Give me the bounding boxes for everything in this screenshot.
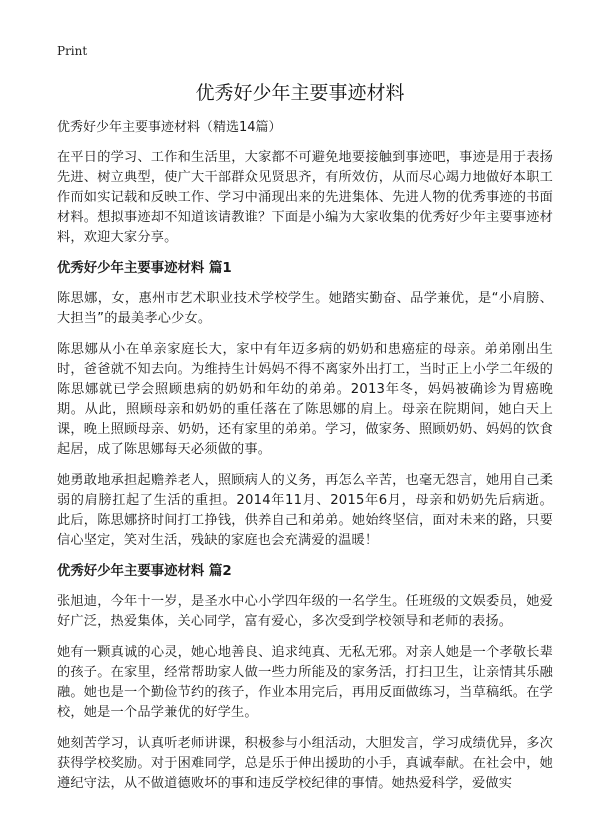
section-2-paragraph-1: 张旭迪，今年十一岁，是圣水中心小学四年级的一名学生。任班级的文娱委员，她爱好广泛，热爱集体，关心同学，富有爱心，多次受到学校领导和老师的表扬。 (57, 594, 553, 629)
section-heading-2: 优秀好少年主要事迹材料 篇2 (57, 564, 232, 579)
intro-paragraph: 在平日的学习、工作和生活里，大家都不可避免地要接触到事迹吧，事迹是用于表扬先进、树立典型，使广大干部群众见贤思齐，有所效仿，从而尽心竭力地做好本职工作而如实记载和反映工作、学习中涌现出来的先进集体、先进人物的优秀事迹的书面材料。想拟事迹却不知道该请教谁？下面是小编为大家收集的优秀好少年主要事迹材料，欢迎大家分享。 (57, 150, 553, 245)
document-body (57, 118, 553, 805)
section-2-paragraph-3: 她刻苦学习，认真听老师讲课，积极参与小组活动，大胆发言，学习成绩优异，多次获得学校奖励。对于困难同学，总是乐于伸出援助的小手，真诚奉献。在社会中，她遵纪守法，从不做道德败坏的事和违反学校纪律的事情。她热爱科学，爱做实 (57, 736, 553, 791)
section-1-paragraph-2: 陈思娜从小在单亲家庭长大，家中有年迈多病的奶奶和患癌症的母亲。弟弟刚出生时，爸爸就不知去向。为维持生计妈妈不得不离家外出打工，当时正上小学二年级的陈思娜就已学会照顾患病的奶奶和年幼的弟弟。2013年冬，妈妈被确诊为胃癌晚期。从此，照顾母亲和奶奶的重任落在了陈思娜的肩上。母亲在院期间，她白天上课，晚上照顾母亲、奶奶，还有家里的弟弟。学习，做家务、照顾奶奶、妈妈的饮食起居，成了陈思娜每天必须做的事。 (57, 342, 553, 457)
document-subtitle: 优秀好少年主要事迹材料（精选14篇） (57, 120, 282, 135)
section-1-paragraph-3: 她勇敢地承担起赡养老人，照顾病人的义务，再怎么辛苦，也毫无怨言，她用自己柔弱的肩膀扛起了生活的重担。2014年11月、2015年6月，母亲和奶奶先后病逝。此后，陈思娜挤时间打工挣钱，供养自己和弟弟。她始终坚信，面对未来的路，只要信心坚定，笑对生活，残缺的家庭也会充满爱的温暖！ (57, 473, 553, 548)
section-1-paragraph-1: 陈思娜，女，惠州市艺术职业技术学校学生。她踏实勤奋、品学兼优，是“小肩膀、大担当”的最美孝心少女。 (57, 291, 553, 326)
section-heading-1: 优秀好少年主要事迹材料 篇1 (57, 261, 232, 276)
print-link[interactable]: Print (57, 44, 88, 58)
page-title: 优秀好少年主要事迹材料 (195, 82, 405, 104)
section-2-paragraph-2: 她有一颗真诚的心灵，她心地善良、追求纯真、无私无邪。对亲人她是一个孝敬长辈的孩子。在家里，经常帮助家人做一些力所能及的家务活，打扫卫生，让亲情其乐融融。她也是一个勤俭节约的孩子，作业本用完后，再用反面做练习，当草稿纸。在学校，她是一个品学兼优的好学生。 (57, 645, 553, 720)
